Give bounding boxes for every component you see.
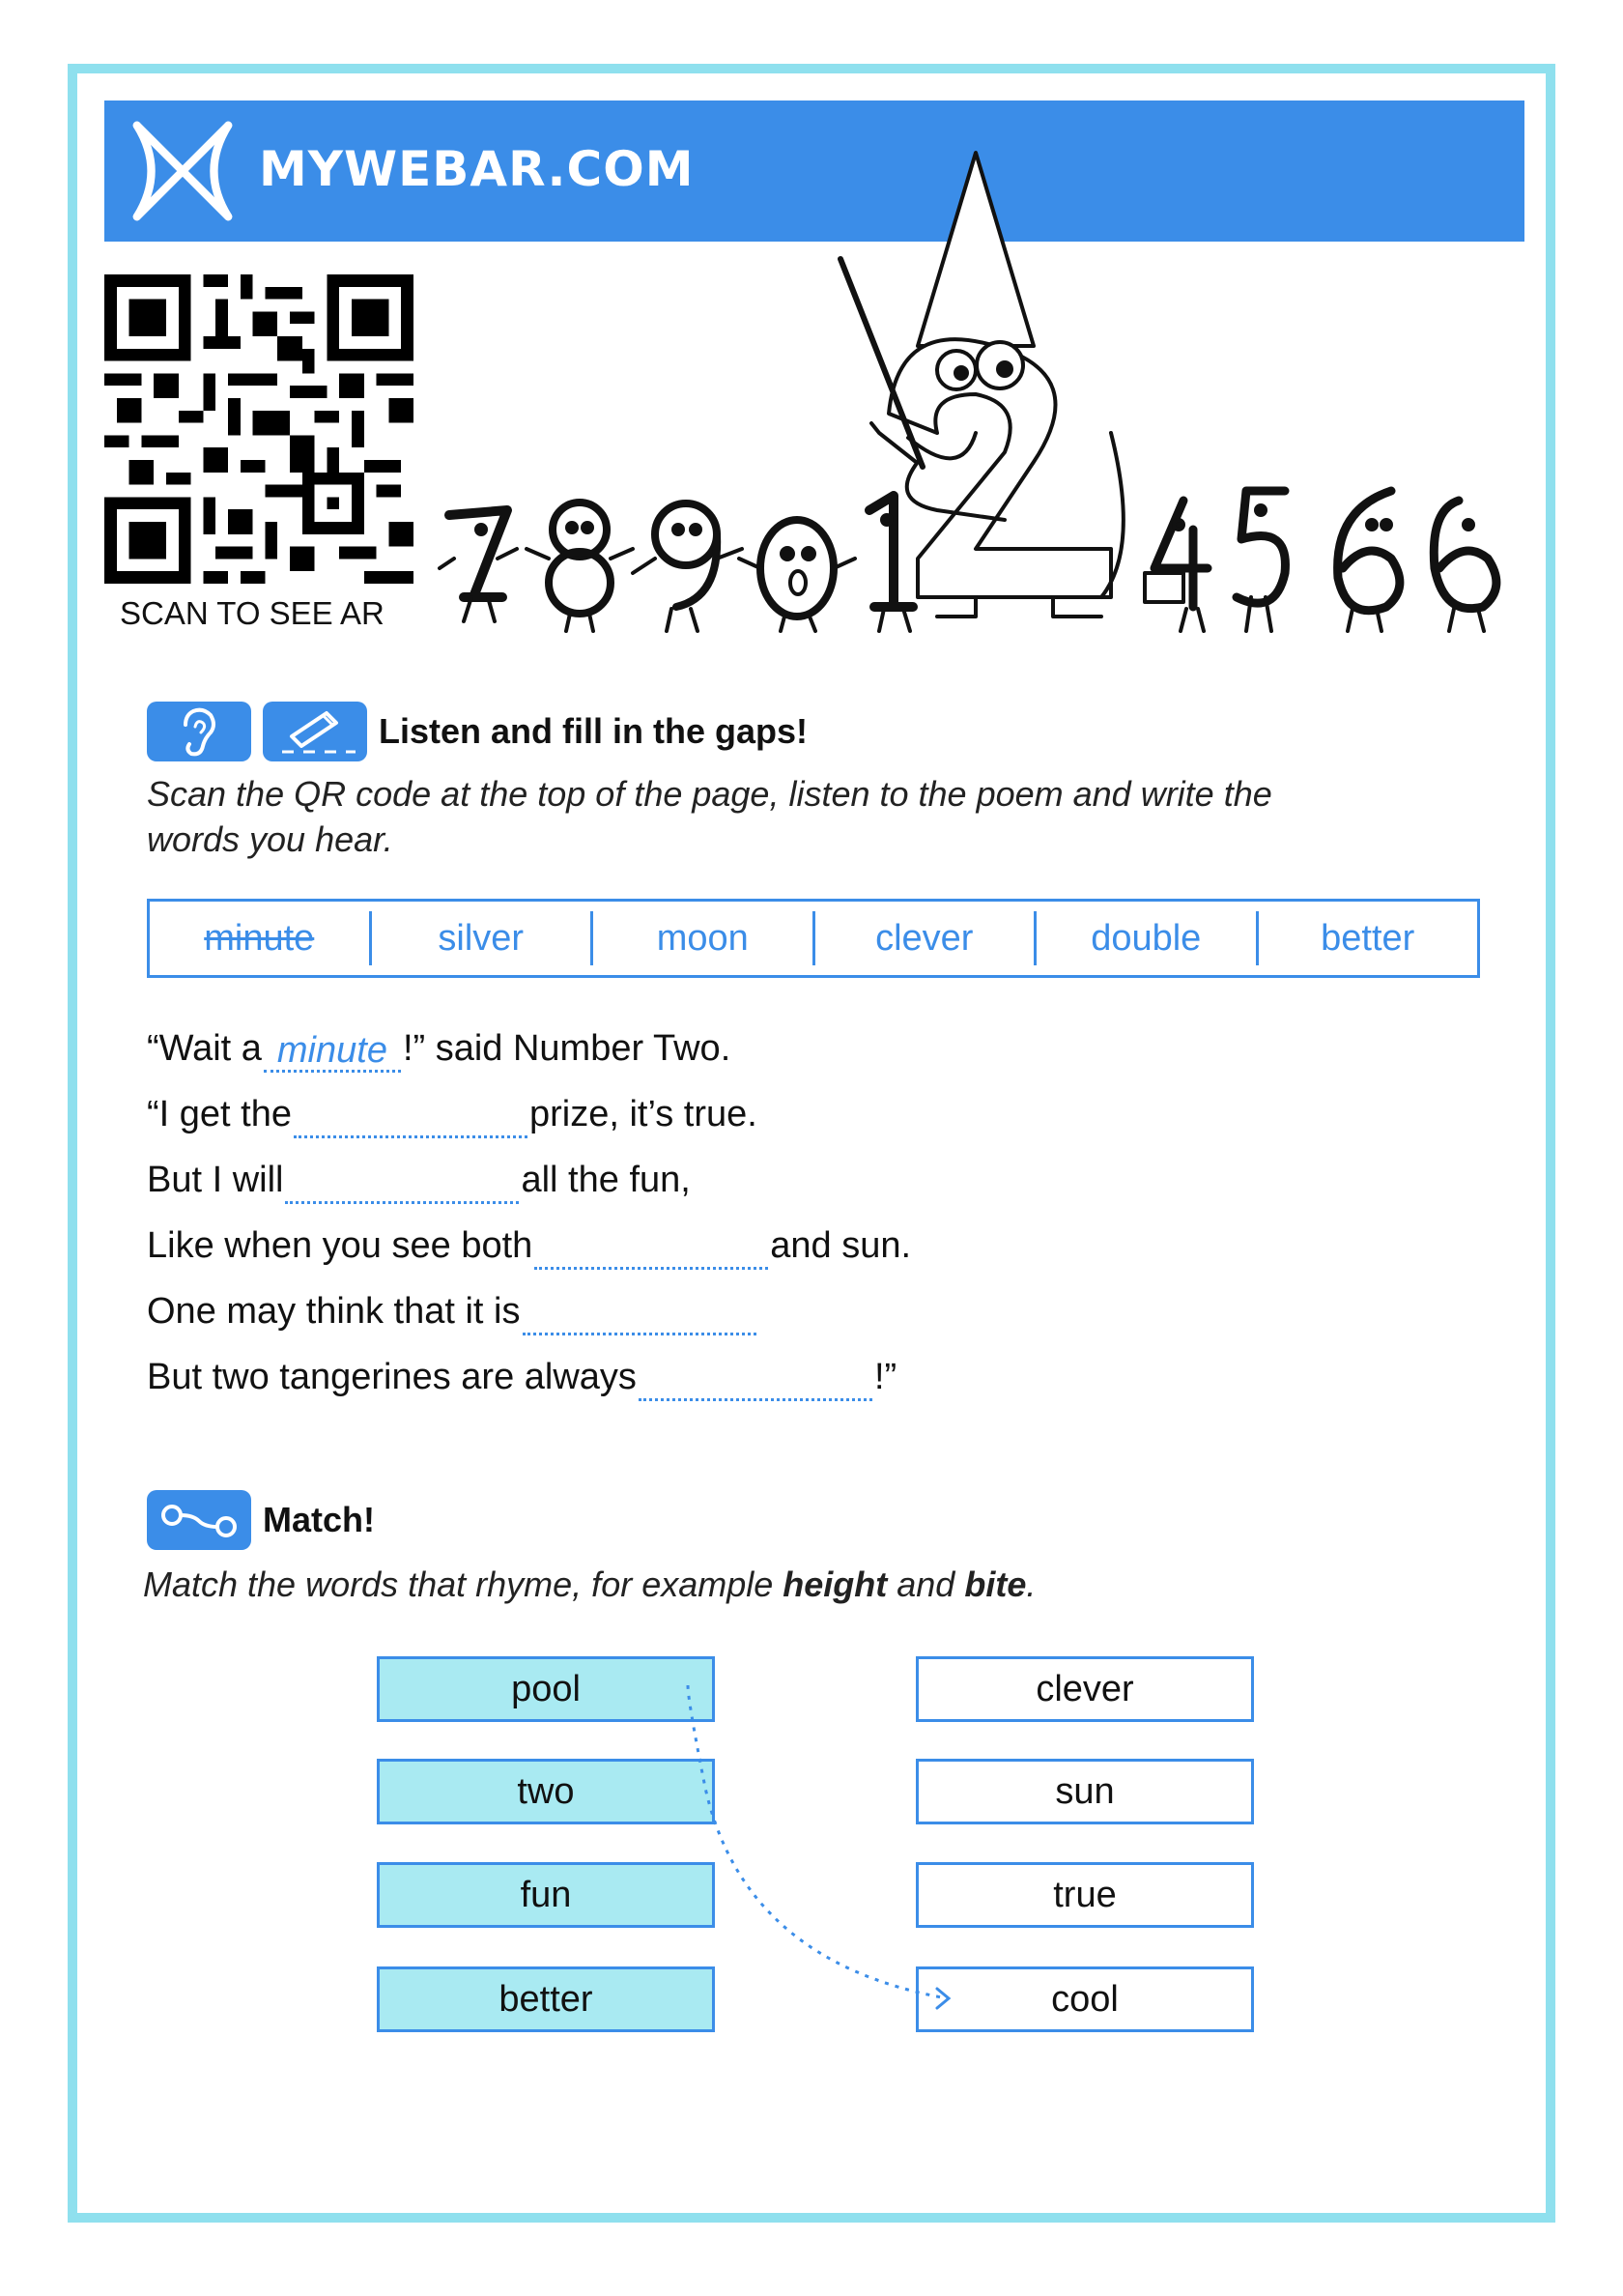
match-right-item[interactable]: true	[916, 1862, 1254, 1928]
match-left-item[interactable]: better	[377, 1966, 715, 2032]
word-bank	[147, 899, 1480, 978]
poem-line: “I get the prize, it’s true.	[147, 1090, 757, 1138]
exercise-1-title: Listen and fill in the gaps!	[379, 711, 809, 751]
instruction-line-1: Scan the QR code at the top of the page, listen to the poem and write the	[147, 774, 1272, 814]
match-right-item[interactable]: clever	[916, 1656, 1254, 1722]
ear-icon	[147, 702, 251, 761]
example-match-arrow	[676, 1672, 966, 2010]
poem-line: But two tangerines are always !”	[147, 1353, 897, 1401]
match-right-item[interactable]: cool	[916, 1966, 1254, 2032]
poem-line: “Wait a minute !” said Number Two.	[147, 1028, 731, 1071]
word-bank-item: minute	[150, 911, 372, 965]
scan-label: SCAN TO SEE AR	[120, 595, 384, 631]
word-bank-item: double	[1037, 911, 1259, 965]
gap-answer-field[interactable]: minute	[264, 1031, 401, 1073]
word-bank-item: better	[1321, 918, 1415, 959]
gap-answer-field[interactable]	[294, 1097, 527, 1138]
word-bank-item: moon	[593, 911, 815, 965]
instruction-line-2: words you hear.	[147, 819, 393, 859]
connect-icon	[147, 1490, 251, 1550]
match-left-item[interactable]: two	[377, 1759, 715, 1824]
poem-line: But I will all the fun,	[147, 1156, 691, 1204]
match-left-item[interactable]: fun	[377, 1862, 715, 1928]
exercise-2-instruction: Match the words that rhyme, for example height and bite.	[143, 1564, 1037, 1604]
exercise-1-instruction	[147, 771, 1480, 862]
poem-line: One may think that it is	[147, 1287, 758, 1335]
qr-code[interactable]	[104, 274, 413, 584]
numbers-mascot-illustration	[435, 143, 1526, 636]
gap-answer-field[interactable]	[523, 1294, 756, 1335]
gap-answer-field[interactable]	[285, 1162, 519, 1204]
word-bank-item: clever	[815, 911, 1038, 965]
brand-logo-icon	[126, 114, 240, 228]
poem-line: Like when you see both and sun.	[147, 1221, 911, 1270]
word-bank-item: silver	[372, 911, 594, 965]
brand-name: MYWEBAR.COM	[259, 141, 695, 197]
gap-answer-field[interactable]	[639, 1360, 872, 1401]
gap-answer-field[interactable]	[534, 1228, 768, 1270]
match-left-item[interactable]: pool	[377, 1656, 715, 1722]
pencil-icon	[263, 702, 367, 761]
exercise-2-title: Match!	[263, 1500, 375, 1539]
match-right-item[interactable]: sun	[916, 1759, 1254, 1824]
